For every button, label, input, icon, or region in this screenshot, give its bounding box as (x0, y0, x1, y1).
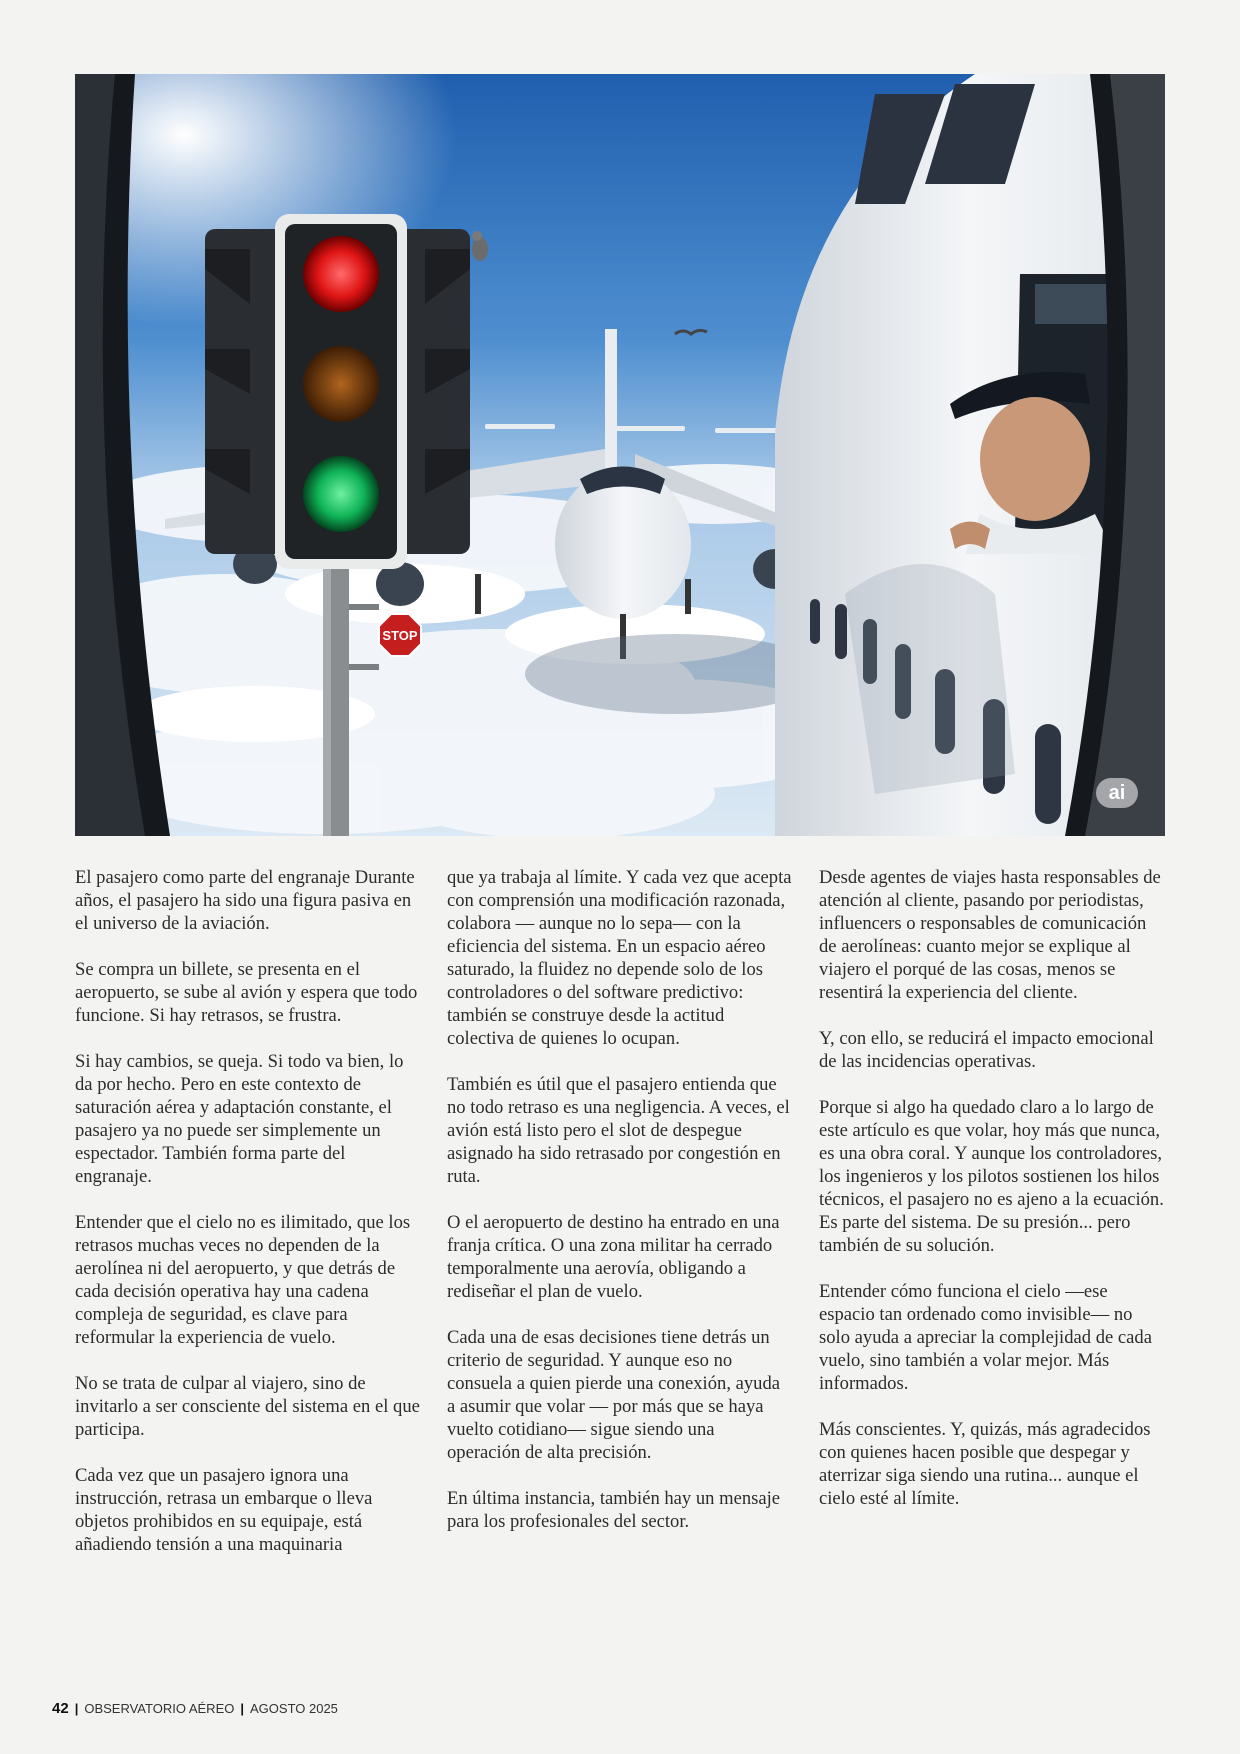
paragraph: Y, con ello, se reducirá el impacto emocional de las incidencias operativas. (819, 1028, 1154, 1072)
paragraph: Cada una de esas decisiones tiene detrás un criterio de seguridad. Y aunque eso no consuela a quien pierde una conexión, ayuda a asumir que volar — por más que se haya vuelto cotidiano— sigue siendo una operación de alta precisión. (447, 1327, 781, 1463)
ai-generated-badge: ai (1096, 778, 1138, 808)
paragraph: Desde agentes de viajes hasta responsables de atención al cliente, pasando por periodistas, influencers o responsables de comunicación de aerolíneas: cuanto mejor se explique al viajero el porqué de las cosas, menos se resentirá la experiencia del cliente. (819, 867, 1161, 1003)
paragraph: que ya trabaja al límite. Y cada vez que acepta con comprensión una modificación razonada, colabora — aunque no lo sepa— con la eficiencia del sistema. En un espacio aéreo saturado, la fluidez no depende solo de los controladores o del software predictivo: también se construye desde la actitud colectiva de quienes lo ocupan. (447, 867, 792, 1049)
footer-divider: | (240, 1701, 244, 1716)
hero-illustration (75, 74, 1165, 836)
footer-divider: | (74, 1701, 79, 1716)
paragraph: Si hay cambios, se queja. Si todo va bien, lo da por hecho. Pero en este contexto de saturación aérea y adaptación constante, el pasajero ya no puede ser simplemente un espectador. También forma parte del engranaje. (75, 1051, 404, 1187)
hero-image (75, 74, 1165, 836)
paragraph: No se trata de culpar al viajero, sino de invitarlo a ser consciente del sistema en el que participa. (75, 1373, 420, 1440)
article-column-2 (447, 866, 792, 1579)
article-column-1 (75, 866, 420, 1579)
article-column-3 (819, 866, 1164, 1579)
paragraph: Entender cómo funciona el cielo —ese espacio tan ordenado como invisible— no solo ayuda a apreciar la complejidad de cada vuelo, sino también a volar mejor. Más informados. (819, 1281, 1152, 1394)
paragraph: O el aeropuerto de destino ha entrado en una franja crítica. O una zona militar ha cerrado temporalmente una aerovía, obligando a rediseñar el plan de vuelo. (447, 1212, 780, 1302)
page-number: 42 (52, 1700, 69, 1717)
issue-date: AGOSTO 2025 (250, 1701, 338, 1716)
publication-name: OBSERVATORIO AÉREO (84, 1701, 235, 1716)
paragraph: También es útil que el pasajero entienda que no todo retraso es una negligencia. A veces, el avión está listo pero el slot de despegue asignado ha sido retrasado por congestión en ruta. (447, 1074, 790, 1187)
paragraph: Más conscientes. Y, quizás, más agradecidos con quienes hacen posible que despegar y aterrizar siga siendo una rutina... aunque el cielo esté al límite. (819, 1419, 1151, 1509)
paragraph: El pasajero como parte del engranaje Durante años, el pasajero ha sido una figura pasiva en el universo de la aviación. (75, 867, 415, 934)
page-footer (52, 1700, 338, 1717)
paragraph: En última instancia, también hay un mensaje para los profesionales del sector. (447, 1488, 781, 1532)
paragraph: Entender que el cielo no es ilimitado, que los retrasos muchas veces no dependen de la aerolínea ni del aeropuerto, y que detrás de cada decisión operativa hay una cadena compleja de seguridad, es clave para reformular la experiencia de vuelo. (75, 1212, 411, 1348)
paragraph: Se compra un billete, se presenta en el aeropuerto, se sube al avión y espera que todo funcione. Si hay retrasos, se frustra. (75, 959, 418, 1026)
paragraph: Cada vez que un pasajero ignora una instrucción, retrasa un embarque o lleva objetos prohibidos en su equipaje, está añadiendo tensión a una maquinaria (75, 1465, 373, 1555)
article-body (75, 866, 1165, 1579)
stop-sign-text: STOP (382, 628, 418, 643)
paragraph: Porque si algo ha quedado claro a lo largo de este artículo es que volar, hoy más que nunca, es una obra coral. Y aunque los controladores, los ingenieros y los pilotos sostienen los hilos técnicos, el pasajero no es ajeno a la ecuación. Es parte del sistema. De su presión... pero también de su solución. (819, 1097, 1164, 1256)
